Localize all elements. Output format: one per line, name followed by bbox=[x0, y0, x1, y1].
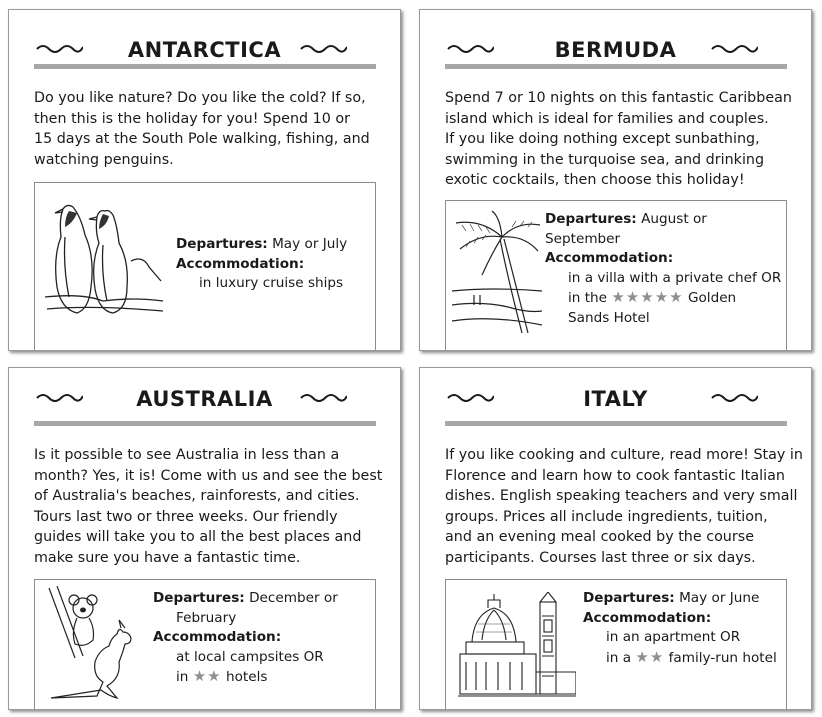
departures-line bbox=[176, 235, 371, 255]
departures-value: December or bbox=[249, 590, 338, 606]
title-rule bbox=[34, 64, 376, 69]
departures-label: Departures: bbox=[583, 590, 675, 606]
accommodation-prefix: in the bbox=[568, 290, 608, 306]
card-body-text: Spend 7 or 10 nights on this fantastic Caribbean island which is ideal for families and couples. If you like doing nothing except sunbathing, swimming in the turquoise sea, and drinking exotic cocktails, then choose this holiday! bbox=[445, 90, 792, 188]
wave-right-icon bbox=[299, 391, 347, 405]
accommodation-value-2 bbox=[153, 667, 371, 688]
koala-kangaroo-illustration bbox=[45, 586, 145, 704]
accommodation-prefix: in a bbox=[606, 649, 632, 666]
card-title-row bbox=[9, 36, 400, 64]
card-bermuda bbox=[419, 9, 812, 351]
title-rule bbox=[445, 421, 787, 426]
accommodation-label: Accommodation: bbox=[583, 609, 712, 626]
card-title-row bbox=[420, 385, 811, 413]
two-star-rating-icon: ★★ bbox=[192, 667, 222, 685]
card-title: AUSTRALIA bbox=[136, 387, 273, 411]
card-title: ANTARCTICA bbox=[127, 38, 282, 62]
card-title-row bbox=[9, 385, 400, 413]
card-title: ITALY bbox=[583, 387, 648, 411]
accommodation-value: in a villa with a private chef OR bbox=[568, 269, 782, 286]
departures-value-2: February bbox=[176, 609, 237, 626]
accommodation-label: Accommodation: bbox=[176, 255, 305, 272]
accommodation-value: at local campsites OR bbox=[176, 648, 324, 665]
penguins-illustration bbox=[43, 197, 165, 319]
hotel-type: family-run hotel bbox=[668, 649, 777, 666]
departures-label: Departures: bbox=[176, 236, 268, 252]
trip-details bbox=[176, 235, 371, 294]
wave-right-icon bbox=[299, 42, 347, 56]
card-body-text: Is it possible to see Australia in less than a month? Yes, it is! Come with us and see the best of Australia's beaches, rainforests, and cities. Tours last two or three weeks. Our friendly guides will take you to all the best places and make sure you have a fantastic time. bbox=[34, 447, 383, 566]
accommodation-value: in an apartment OR bbox=[606, 629, 741, 645]
accommodation-label: Accommodation: bbox=[545, 250, 674, 266]
departures-line bbox=[153, 589, 371, 609]
departures-line bbox=[545, 210, 783, 249]
card-body-text: If you like cooking and culture, read more! Stay in Florence and learn how to cook fantastic Italian dishes. English speaking teachers and very small groups. Prices all include ingredients, tuition, and an evening meal cooked by the course participants. Courses last three or six days. bbox=[445, 447, 803, 566]
accommodation-label: Accommodation: bbox=[153, 629, 282, 645]
departures-value: May or June bbox=[679, 590, 760, 606]
departures-value: August or September bbox=[545, 211, 707, 247]
accommodation-value: in luxury cruise ships bbox=[199, 275, 344, 291]
accommodation-value-3: Sands Hotel bbox=[568, 309, 650, 326]
trip-details bbox=[545, 210, 783, 328]
hotel-name: Golden bbox=[687, 290, 737, 306]
accommodation-prefix: in bbox=[176, 669, 189, 685]
card-italy bbox=[419, 367, 812, 710]
wave-right-icon bbox=[710, 42, 758, 56]
departures-value: May or July bbox=[272, 236, 348, 252]
info-box bbox=[34, 182, 376, 351]
title-rule bbox=[445, 64, 787, 69]
info-box bbox=[34, 579, 376, 710]
title-rule bbox=[34, 421, 376, 426]
departures-label: Departures: bbox=[545, 211, 637, 227]
card-body-text: Do you like nature? Do you like the cold? If so, then this is the holiday for you! Spend 10 or 15 days at the South Pole walking, fishing, and watching penguins. bbox=[34, 90, 370, 168]
departures-line bbox=[583, 589, 783, 609]
trip-details bbox=[583, 589, 783, 668]
card-antarctica bbox=[8, 9, 401, 351]
wave-right-icon bbox=[710, 391, 758, 405]
card-title-row bbox=[420, 36, 811, 64]
accommodation-value-2 bbox=[583, 648, 783, 669]
florence-cathedral-illustration bbox=[458, 592, 576, 698]
palm-tree-illustration bbox=[452, 209, 542, 341]
trip-details bbox=[153, 589, 371, 688]
card-australia bbox=[8, 367, 401, 710]
info-box bbox=[445, 579, 787, 710]
two-star-rating-icon: ★★ bbox=[635, 647, 665, 666]
five-star-rating-icon: ★★★★★ bbox=[611, 288, 684, 306]
departures-label: Departures: bbox=[153, 590, 245, 606]
hotel-type: hotels bbox=[225, 669, 268, 685]
card-title: BERMUDA bbox=[554, 38, 677, 62]
accommodation-value-2 bbox=[545, 288, 783, 309]
info-box bbox=[445, 200, 787, 351]
